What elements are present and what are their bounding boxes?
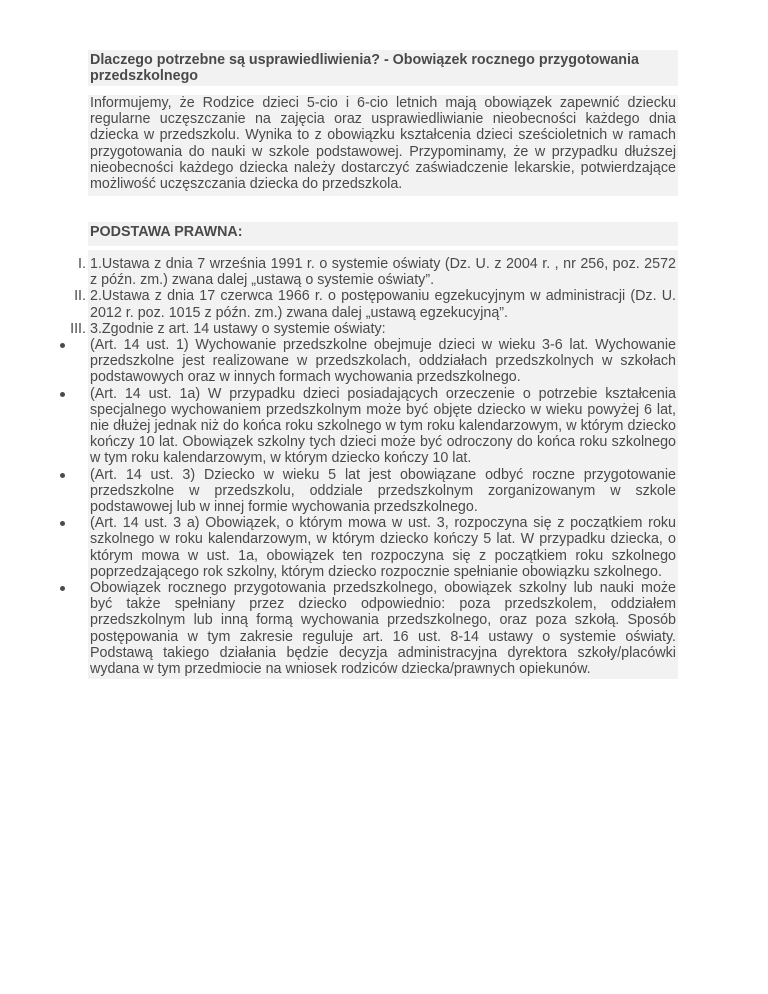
bullet-item-text: (Art. 14 ust. 1) Wychowanie przedszkolne obejmuje dzieci w wieku 3-6 lat. Wychowanie przedszkolne jest realizowane w przedszkolach, oddziałach przedszkolnych w szkołach podstawowych oraz w innych formach wychowania przedszkolnego.: [90, 337, 676, 386]
numbered-item-text: 2.Ustawa z dnia 17 czerwca 1966 r. o postępowaniu egzekucyjnym w administracji (Dz. U. 2012 r. poz. 1015 z późn. zm.) zwana dalej „ustawą egzekucyjną”.: [90, 288, 676, 321]
bullet-item-text: (Art. 14 ust. 3) Dziecko w wieku 5 lat jest obowiązane odbyć roczne przygotowanie przedszkolne w przedszkolu, oddziale przedszkolnym zorganizowanym w szkole podstawowej lub w innej formie wychowania przedszkolnego.: [90, 466, 676, 516]
numbered-item: [70, 320, 676, 337]
bullet-item: [90, 515, 676, 580]
bullet-icon: [60, 586, 65, 591]
roman-numeral-marker: III.: [70, 320, 86, 337]
numbered-item-text: 1.Ustawa z dnia 7 września 1991 r. o systemie oświaty (Dz. U. z 2004 r. , nr 256, poz. 2572 z późn. zm.) zwana dalej „ustawą o systemie oświaty”.: [90, 256, 676, 289]
bullet-item: [90, 337, 676, 386]
roman-numeral-marker: I.: [78, 256, 86, 272]
legal-basis-list: [70, 250, 678, 679]
bullet-item-text: (Art. 14 ust. 1a) W przypadku dzieci posiadających orzeczenie o potrzebie kształcenia specjalnego wychowaniem przedszkolnym może być objęte dziecko w wieku powyżej 6 lat, nie dłużej jednak niż do końca roku szkolnego w tym roku kalendarzowym, w którym dziecko kończy 10 lat. Obowiązek szkolny tych dzieci może być odroczony do końca roku szkolnego w tym roku kalendarzowym, w którym dziecko kończy 10 lat.: [90, 385, 676, 467]
intro-paragraph: Informujemy, że Rodzice dzieci 5-cio i 6-cio letnich mają obowiązek zapewnić dziecku regularne uczęszczanie na zajęcia oraz usprawiedliwianie nieobecności każdego dnia dziecka w przedszkolu. Wynika to z obowiązku kształcenia dzieci sześcioletnich w ramach przygotowania do nauki w szkole podstawowej. Przypominamy, że w przypadku dłuższej nieobecności każdego dziecka należy dostarczyć zaświadczenie lekarskie, potwierdzające możliwość uczęszczania dziecka do przedszkola.: [88, 95, 678, 196]
bullet-item: [90, 580, 676, 677]
bullet-icon: [60, 473, 65, 478]
bullet-icon: [60, 521, 65, 526]
bullet-item-text: Obowiązek rocznego przygotowania przedszkolnego, obowiązek szkolny lub nauki może być także spełniany przez dziecko odpowiednio: poza przedszkolem, oddziałem przedszkolnym lub inną formą wychowania przedszkolnego, oraz poza szkołą. Sposób postępowania w tym zakresie reguluje art. 16 ust. 8-14 ustawy o systemie oświaty. Podstawą takiego działania będzie decyzja administracyjna dyrektora szkoły/placówki wydana w tym przedmiocie na wniosek rodziców dziecka/prawnych opiekunów.: [90, 580, 676, 678]
numbered-item: [74, 288, 676, 321]
bullet-icon: [60, 392, 65, 397]
bullet-item: [90, 386, 676, 467]
bullet-item-text: (Art. 14 ust. 3 a) Obowiązek, o którym mowa w ust. 3, rozpoczyna się z początkiem roku szkolnego w roku kalendarzowym, w którym dziecko kończy 5 lat. W przypadku dziecka, o którym mowa w ust. 1a, obowiązek ten rozpoczyna się z początkiem roku szkolnego poprzedzającego rok szkolny, którym dziecko rozpocznie spełnianie obowiązku szkolnego.: [90, 515, 676, 580]
bullet-icon: [60, 343, 65, 348]
document-title: Dlaczego potrzebne są usprawiedliwienia? - Obowiązek rocznego przygotowania przedszkolnego: [88, 50, 678, 86]
numbered-item-text: 3.Zgodnie z art. 14 ustawy o systemie oświaty:: [90, 320, 386, 337]
numbered-item: [78, 256, 676, 289]
bullet-item: [90, 467, 676, 516]
legal-basis-heading: PODSTAWA PRAWNA:: [88, 222, 678, 246]
roman-numeral-marker: II.: [74, 288, 86, 305]
